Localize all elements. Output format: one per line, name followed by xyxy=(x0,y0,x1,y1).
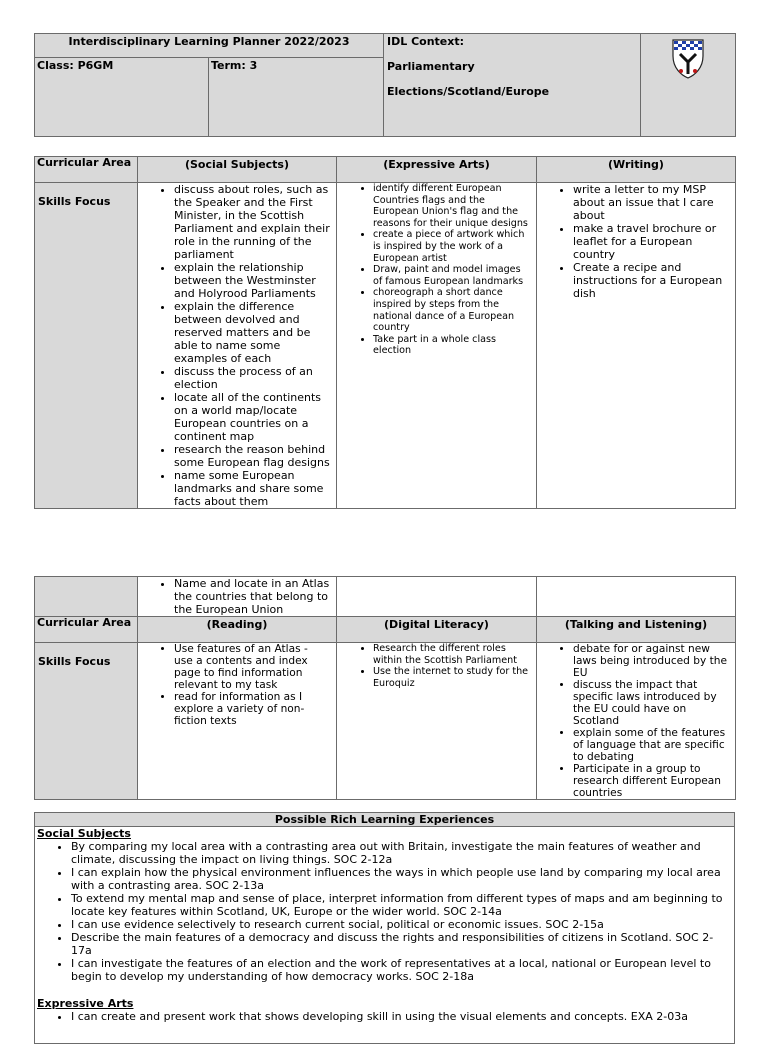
list-item: • discuss the impact that specific laws introduced by the EU could have on Scotland xyxy=(573,679,731,727)
list-item: • debate for or against new laws being introduced by the EU xyxy=(573,643,731,679)
list-item: • discuss the process of an election xyxy=(174,365,332,391)
carry-over-cell xyxy=(138,577,337,617)
column-heading-digital-literacy: (Digital Literacy) xyxy=(337,617,537,643)
digital-literacy-skills xyxy=(337,643,537,800)
list-item: • name some European landmarks and share some facts about them xyxy=(174,469,332,508)
list-item: • discuss about roles, such as the Speaker and the First Minister, in the Scottish Parliament and explain their role in the running of the parliament xyxy=(174,183,332,261)
term-label: Term: 3 xyxy=(209,58,384,137)
social-subjects-skills xyxy=(138,183,337,509)
curricular-table-1 xyxy=(34,156,736,509)
column-heading-reading: (Reading) xyxy=(138,617,337,643)
skills-focus-label: Skills Focus xyxy=(35,643,138,800)
skills-focus-label: Skills Focus xyxy=(35,183,138,509)
list-item: • explain the relationship between the Westminster and Holyrood Parliaments xyxy=(174,261,332,300)
list-item: • Name and locate in an Atlas the countries that belong to the European Union xyxy=(174,577,332,616)
list-item: • Take part in a whole class election xyxy=(373,334,530,357)
reading-skills xyxy=(138,643,337,800)
list-item: • explain some of the features of language that are specific to debating xyxy=(573,727,731,763)
expressive-arts-skills xyxy=(337,183,537,509)
carry-over-blank-2 xyxy=(337,577,537,617)
curricular-area-label: Curricular Area xyxy=(35,157,138,183)
list-item: • identify different European Countries flags and the European Union's flag and the reasons for their unique designs xyxy=(373,183,530,229)
list-item: • Create a recipe and instructions for a European dish xyxy=(573,261,731,300)
column-heading-social-subjects: (Social Subjects) xyxy=(138,157,337,183)
class-label: Class: P6GM xyxy=(35,58,209,137)
social-subjects-heading: Social Subjects xyxy=(37,827,131,840)
list-item: • I can investigate the features of an election and the work of representatives at a local, national or European level to begin to develop my understanding of how democracy works. SOC 2-18a xyxy=(71,957,730,983)
list-item: • Research the different roles within the Scottish Parliament xyxy=(373,643,530,666)
idl-context-line-2: Elections/Scotland/Europe xyxy=(387,85,550,98)
writing-skills xyxy=(537,183,736,509)
list-item: • I can explain how the physical environment influences the ways in which people use land by comparing my local area with a contrasting area. SOC 2-13a xyxy=(71,866,730,892)
list-item: • research the reason behind some European flag designs xyxy=(174,443,332,469)
list-item: • By comparing my local area with a contrasting area out with Britain, investigate the main features of weather and climate, discussing the impact on living things. SOC 2-12a xyxy=(71,840,730,866)
list-item: • explain the difference between devolved and reserved matters and be able to name some examples of each xyxy=(174,300,332,365)
list-item: • read for information as I explore a variety of non-fiction texts xyxy=(174,691,328,727)
list-item: • Use the internet to study for the Euroquiz xyxy=(373,666,530,689)
rich-learning-experiences xyxy=(34,812,735,1044)
list-item: • create a piece of artwork which is inspired by the work of a European artist xyxy=(373,229,530,264)
list-item: • Participate in a group to research different European countries xyxy=(573,763,731,799)
idl-context-line-1: Parliamentary xyxy=(387,60,475,73)
carry-over-blank xyxy=(35,577,138,617)
list-item: • make a travel brochure or leaflet for a European country xyxy=(573,222,731,261)
list-item: • Draw, paint and model images of famous European landmarks xyxy=(373,264,530,287)
list-item: • choreograph a short dance inspired by steps from the national dance of a European country xyxy=(373,287,530,333)
list-item: • I can use evidence selectively to research current social, political or economic issues. SOC 2-15a xyxy=(71,918,730,931)
carry-over-blank-3 xyxy=(537,577,736,617)
list-item: • Use features of an Atlas - use a contents and index page to find information relevant to my task xyxy=(174,643,328,691)
list-item: • locate all of the continents on a world map/locate European countries on a continent map xyxy=(174,391,332,443)
column-heading-talking-listening: (Talking and Listening) xyxy=(537,617,736,643)
expressive-arts-heading: Expressive Arts xyxy=(37,997,134,1010)
list-item: • I can create and present work that shows developing skill in using the visual elements and concepts. EXA 2-03a xyxy=(71,1010,730,1023)
idl-context-label: IDL Context: xyxy=(387,35,465,48)
column-heading-writing: (Writing) xyxy=(537,157,736,183)
list-item: • write a letter to my MSP about an issue that I care about xyxy=(573,183,731,222)
talking-listening-skills xyxy=(537,643,736,800)
list-item: • To extend my mental map and sense of place, interpret information from different types of maps and am beginning to locate key features within Scotland, UK, Europe or the wider world. SOC 2-14a xyxy=(71,892,730,918)
planner-header xyxy=(34,33,736,137)
school-crest-icon xyxy=(671,38,705,80)
planner-title: Interdisciplinary Learning Planner 2022/2023 xyxy=(35,34,384,58)
curricular-area-label: Curricular Area xyxy=(35,617,138,643)
list-item: • Describe the main features of a democracy and discuss the rights and responsibilities of citizens in Scotland. SOC 2-17a xyxy=(71,931,730,957)
curricular-table-2 xyxy=(34,576,736,800)
idl-context-cell xyxy=(384,34,641,137)
column-heading-expressive-arts: (Expressive Arts) xyxy=(337,157,537,183)
logo-cell xyxy=(641,34,736,137)
experiences-title: Possible Rich Learning Experiences xyxy=(35,813,734,827)
